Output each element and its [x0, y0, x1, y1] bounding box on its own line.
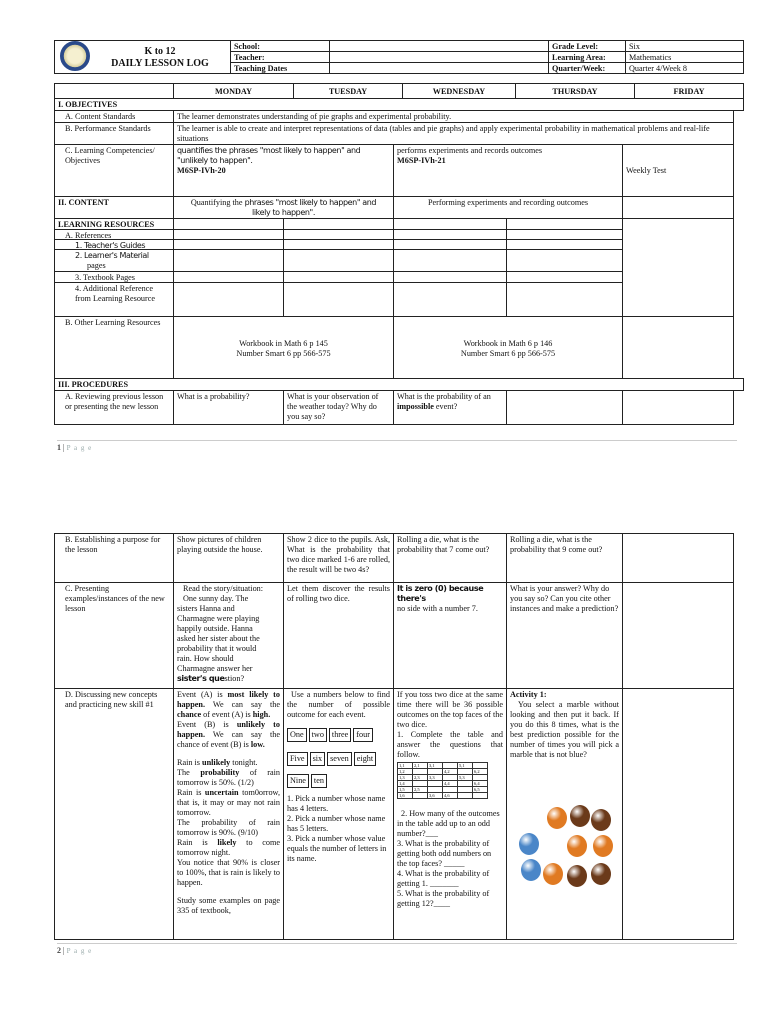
page-word-2: P a g e [66, 947, 93, 955]
number-words-row-1: One two three four [287, 728, 390, 742]
weekly-test-text: Weekly Test [626, 166, 667, 175]
dice-table-cell: 3,3 [428, 775, 443, 781]
discussing-label: D. Discussing new concepts and practicing new skill #1 [54, 688, 174, 940]
rev-wed-bold: impossible [397, 402, 434, 411]
rev-wed-post: event? [433, 402, 458, 411]
teacher-label: Teacher: [230, 51, 330, 63]
story-intro: Read the story/situation: [183, 584, 264, 593]
competency-wed-text: performs experiments and records outcomes [397, 146, 543, 155]
competency-phrase-2: "unlikely to happen". [177, 156, 253, 165]
day-thursday: THURSDAY [515, 83, 635, 99]
competency-code-wed: M6SP-IVh-21 [397, 156, 446, 165]
brown-marble [570, 805, 590, 827]
dice-table-cell: 3,1 [428, 763, 443, 769]
area-value: Mathematics [625, 51, 744, 63]
dice-table-cell: 1,3 [398, 775, 413, 781]
resources-heading: LEARNING RESOURCES [54, 218, 174, 230]
objectives-heading: I. OBJECTIVES [54, 98, 744, 111]
presenting-friday [622, 582, 734, 689]
purpose-tuesday: Show 2 dice to the pupils. Ask, What is the probability that two dice marked 1-6 are rolled, the result will be two 4s? [283, 533, 394, 583]
dice-table-cell: 1,5 [398, 787, 413, 793]
reviewing-friday [622, 390, 734, 425]
number-words-row-3: Nine ten [287, 774, 390, 788]
dice-table-cell: 4,6 [443, 793, 458, 799]
res-grid-wed [393, 218, 507, 317]
tue-intro: Use a numbers below to find the number of possible outcome for each event. [287, 690, 390, 719]
dice-table-row [398, 793, 488, 799]
dice-table-cell: 2,3 [413, 775, 428, 781]
grade-label: Grade Level: [548, 40, 626, 52]
page-number-2: 2 [57, 946, 61, 955]
marbles-illustration [507, 801, 622, 901]
competency-phrase-1: quantifies the phrases "most likely to happen" and [177, 146, 361, 155]
content-friday [622, 196, 734, 219]
other-resources-friday [622, 316, 734, 379]
dice-table-cell: 1,4 [398, 781, 413, 787]
dice-table-cell [473, 793, 488, 799]
presenting-label: C. Presenting examples/instances of the new lesson [54, 582, 174, 689]
content-monday [173, 196, 394, 219]
day-friday: FRIDAY [634, 83, 744, 99]
page-footer-2: 2 | P a g e [57, 946, 93, 955]
purpose-thursday: Rolling a die, what is the probability that 9 come out? [506, 533, 623, 583]
res-grid-thu [506, 218, 623, 317]
procedures-heading: III. PROCEDURES [54, 378, 744, 391]
content-mon-line2: likely to happen". [252, 208, 315, 217]
other-resources-label: B. Other Learning Resources [54, 316, 174, 379]
presenting-monday: Read the story/situation: One sunny day. The sisters Hanna and Charmagne were playing happily outside. Hanna asked her sister about the probability that it would rain. How should Charmagne answer her sister's question? [173, 582, 284, 689]
dice-table-cell: 1,6 [398, 793, 413, 799]
res-mon-line2: Number Smart 6 pp 566-575 [236, 349, 331, 358]
reviewing-thursday [506, 390, 623, 425]
performance-standards-text: The learner is able to create and interpret representations of data (tables and pie graphs) and apply experimental probability in mathematical problems and real-life situations [173, 122, 734, 145]
discussing-thursday [506, 688, 623, 940]
other-resources-monday [173, 316, 394, 379]
additional-reference-label: 4. Additional Reference from Learning Resource [54, 282, 174, 317]
dice-table-cell: 5,1 [458, 763, 473, 769]
dates-field[interactable] [329, 62, 549, 74]
title-dll: DAILY LESSON LOG [111, 58, 209, 69]
page-word-1: P a g e [66, 444, 93, 452]
purpose-wednesday: Rolling a die, what is the probability that 7 come out? [393, 533, 507, 583]
presenting-wed-2: no side with a number 7. [397, 604, 478, 613]
discussing-monday: Event (A) is most likely to happen. We can say the chance of event (A) is high. Event (B) is unlikely to happen. We can say the chance of event (B) is low. Rain is unlikely tonight. The probability of rain tomorrow is 50%. (1/2) Rain is uncertain tom0orrow, that is, it may or may not rain tomorrow. The probability of rain tomorrow is 90%. (9/10) Rain is likely to come tomorrow night. You notice that 90% is closer to 100%, that is rain is likely to happen. Study some examples on page 335 of textbook, [173, 688, 284, 940]
dates-label: Teaching Dates [230, 62, 330, 74]
purpose-friday [622, 533, 734, 583]
blue-marble [519, 833, 539, 855]
performance-standards-label: B. Performance Standards [54, 122, 174, 145]
dice-table-cell [413, 793, 428, 799]
dice-table-cell: 3,6 [428, 793, 443, 799]
day-tuesday: TUESDAY [293, 83, 403, 99]
competencies-wednesday [393, 144, 623, 197]
content-standards-text: The learner demonstrates understanding of pie graphs and experimental probability. [173, 110, 734, 123]
grade-value: Six [625, 40, 744, 52]
textbook-pages-label: 3. Textbook Pages [54, 271, 174, 283]
content-mon-phrase: phrases "most likely to happen" and [244, 198, 377, 207]
res-wed-line1: Workbook in Math 6 p 146 [463, 339, 553, 348]
day-monday: MONDAY [173, 83, 294, 99]
presenting-wed-hand: It is zero (0) because there's [397, 584, 484, 603]
orange-marble [543, 863, 563, 885]
presenting-thursday: What is your answer? Why do you say so? Can you cite other instances and make a prediction? [506, 582, 623, 689]
res-wed-line2: Number Smart 6 pp 566-575 [460, 349, 556, 358]
discussing-wednesday: If you toss two dice at the same time there will be 36 possible outcomes on the top faces of the two dice. 1. Complete the table and answer the questions that follow. 1,1 2,1 3,1 5,1 1,2 4,2 6,2 1,3 2,3 3,3 5,3 1,4 4,4 6,4 1,5 2,5 6,5 1,6 3,6 4,6 2. How many of the outcomes in the table add up to an odd number?___ 3. What is the probability of getting both odd numbers on the top faces? _____ 4. What is the probability of getting 1. _______ 5. What is the probability of getting 12?____ [393, 688, 507, 940]
dice-table-cell: 4,4 [443, 781, 458, 787]
teachers-guides-label: 1. Teacher's Guides [54, 239, 174, 250]
dice-outcome-table [397, 762, 488, 799]
res-grid-fri [622, 218, 734, 317]
content-mon-pre: Quantifying the [190, 198, 245, 207]
purpose-label: B. Establishing a purpose for the lesson [54, 533, 174, 583]
quarter-value: Quarter 4/Week 8 [625, 62, 744, 74]
res-grid-tue [283, 218, 394, 317]
purpose-monday: Show pictures of children playing outside the house. [173, 533, 284, 583]
orange-marble [547, 807, 567, 829]
content-standards-label: A. Content Standards [54, 110, 174, 123]
content-wednesday: Performing experiments and recording outcomes [393, 196, 623, 219]
orange-marble [567, 835, 587, 857]
rev-wed-pre: What is the probability of an [397, 392, 491, 401]
header-title-box [54, 40, 231, 74]
dice-table-cell: 1,2 [398, 769, 413, 775]
title-k12: K to 12 [144, 46, 176, 57]
activity-heading: Activity 1: [510, 690, 547, 699]
references-label: A. References [54, 229, 174, 240]
story-text: One sunny day. The sisters Hanna and Charmagne were playing happily outside. Hanna asked her sister about the probability that it would rain. How should Charmagne answer her [177, 594, 260, 673]
dice-table-cell: 4,2 [443, 769, 458, 775]
reviewing-wednesday [393, 390, 507, 425]
learners-material-label [54, 249, 174, 272]
other-resources-wednesday [393, 316, 623, 379]
quarter-label: Quarter/Week: [548, 62, 626, 74]
number-words-row-2: Five six seven eight [287, 752, 390, 766]
brown-marble [591, 809, 611, 831]
dice-table-cell: 6,5 [473, 787, 488, 793]
friday-weekly-test [622, 144, 734, 197]
story-handwritten: sister's que [177, 674, 225, 683]
res-grid-mon [173, 218, 284, 317]
presenting-tuesday: Let them discover the results of rolling two dice. [283, 582, 394, 689]
discussing-friday [622, 688, 734, 940]
presenting-wednesday [393, 582, 507, 689]
dice-table-cell: 2,5 [413, 787, 428, 793]
days-blank [54, 83, 174, 99]
page-footer-1: 1 | P a g e [57, 443, 93, 452]
content-heading: II. CONTENT [54, 196, 174, 219]
learners-material-text: 2. Learner's Material [75, 251, 149, 260]
dice-table-cell [458, 793, 473, 799]
school-label: School: [230, 40, 330, 52]
competencies-monday [173, 144, 394, 197]
dice-table-cell: 1,1 [398, 763, 413, 769]
reviewing-monday: What is a probability? [173, 390, 284, 425]
dice-table-cell: 6,4 [473, 781, 488, 787]
competency-code-mon: M6SP-IVh-20 [177, 166, 226, 175]
orange-marble [593, 835, 613, 857]
dice-table-cell: 2,1 [413, 763, 428, 769]
reviewing-label: A. Reviewing previous lesson or presenting the new lesson [54, 390, 174, 425]
reviewing-tuesday: What is your observation of the weather today? Why do you say so? [283, 390, 394, 425]
competencies-label: C. Learning Competencies/ Objectives [54, 144, 174, 197]
discussing-tuesday: Use a numbers below to find the number of possible outcome for each event. One two three four Five six seven eight Nine ten 1. Pick a number whose name has 4 letters. 2. Pick a number whose name has 5 letters. 3. Pick a number whose value equals the number of letters in its name. [283, 688, 394, 940]
blue-marble [521, 859, 541, 881]
area-label: Learning Area: [548, 51, 626, 63]
dice-table-cell: 6,2 [473, 769, 488, 775]
dice-table-cell: 5,3 [458, 775, 473, 781]
activity-text: You select a marble without looking and then put it back. If you do this 8 times, what is the best prediction possible for the number of times you will pick a marble that is not blue? [510, 700, 619, 759]
page-number-1: 1 [57, 443, 61, 452]
brown-marble [591, 863, 611, 885]
brown-marble [567, 865, 587, 887]
learners-material-pages: pages [87, 261, 106, 270]
res-mon-line1: Workbook in Math 6 p 145 [239, 339, 328, 348]
day-wednesday: WEDNESDAY [402, 83, 516, 99]
